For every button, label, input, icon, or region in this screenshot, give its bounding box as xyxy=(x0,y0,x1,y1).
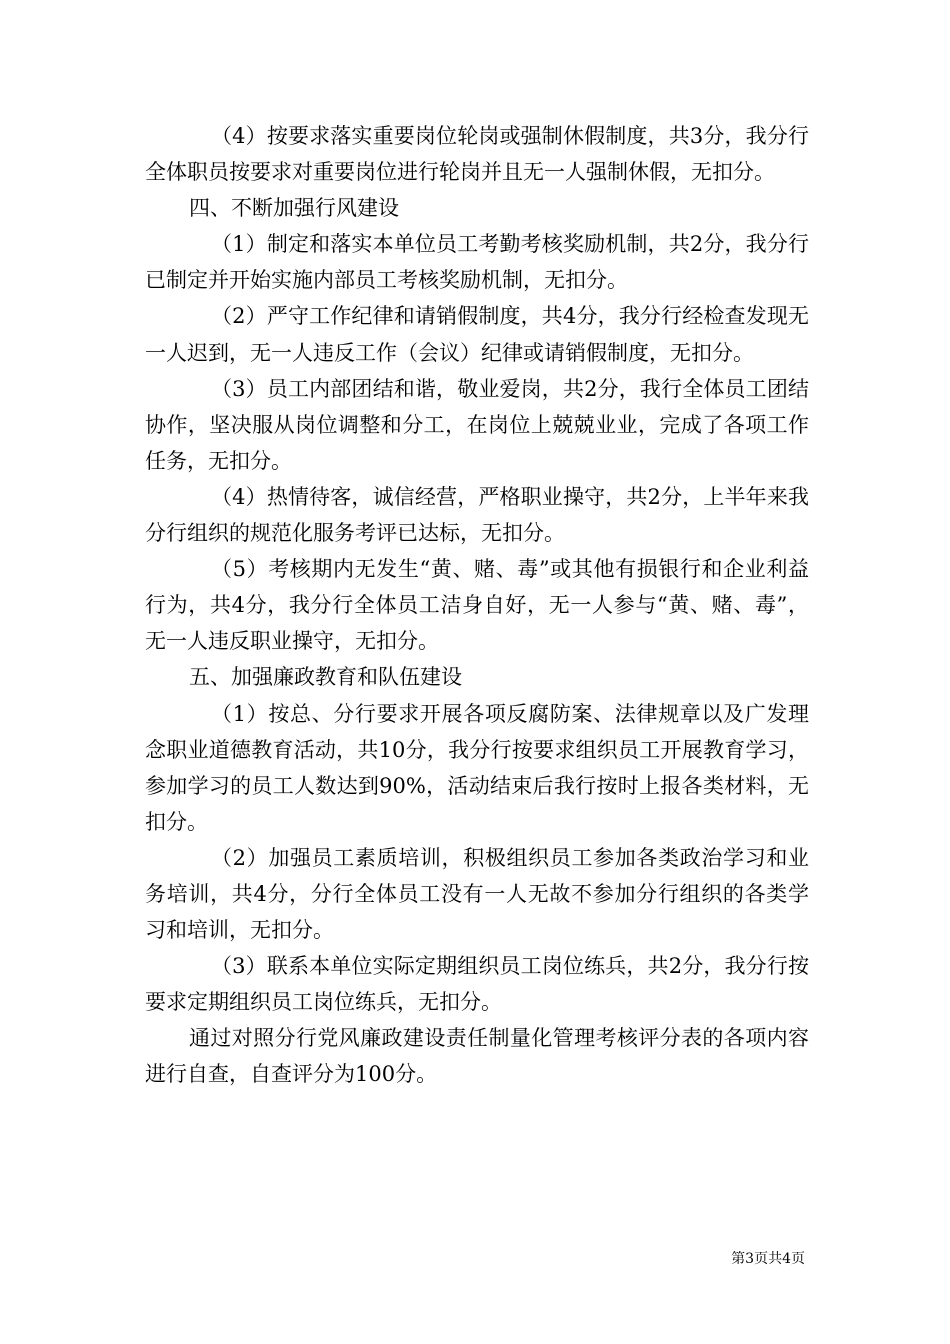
item-paragraph: （3）员工内部团结和谐，敬业爱岗，共2分，我行全体员工团结协作，坚决服从岗位调整和分工，在岗位上兢兢业业，完成了各项工作任务，无扣分。 xyxy=(145,376,809,473)
section-heading: 五、加强廉政教育和队伍建设 xyxy=(189,665,462,690)
item-paragraph: （4）热情待客，诚信经营，严格职业操守，共2分，上半年来我分行组织的规范化服务考评已达标，无扣分。 xyxy=(145,484,809,546)
item-paragraph: （4）按要求落实重要岗位轮岗或强制休假制度，共3分，我分行全体职员按要求对重要岗位进行轮岗并且无一人强制休假，无扣分。 xyxy=(145,124,809,185)
section-heading: 四、不断加强行风建设 xyxy=(189,196,399,221)
item-paragraph: （5）考核期内无发生“黄、赌、毒”或其他有损银行和企业利益行为，共4分，我分行全体员工洁身自好，无一人参与“黄、赌、毒”，无一人违反职业操守，无扣分。 xyxy=(145,557,809,654)
item-paragraph: （2）严守工作纪律和请销假制度，共4分，我分行经检查发现无一人迟到，无一人违反工作（会议）纪律或请销假制度，无扣分。 xyxy=(145,304,809,365)
page-number-footer: 第3页共4页 xyxy=(731,1251,805,1267)
item-paragraph: （1）制定和落实本单位员工考勤考核奖励机制，共2分，我分行已制定并开始实施内部员工考核奖励机制，无扣分。 xyxy=(145,232,809,293)
summary-paragraph: 通过对照分行党风廉政建设责任制量化管理考核评分表的各项内容进行自查，自查评分为100分。 xyxy=(145,1026,809,1087)
item-paragraph: （2）加强员工素质培训，积极组织员工参加各类政治学习和业务培训，共4分，分行全体员工没有一人无故不参加分行组织的各类学习和培训，无扣分。 xyxy=(145,845,809,943)
item-paragraph: （3）联系本单位实际定期组织员工岗位练兵，共2分，我分行按要求定期组织员工岗位练兵，无扣分。 xyxy=(145,954,809,1015)
item-paragraph: （1）按总、分行要求开展各项反腐防案、法律规章以及广发理念职业道德教育活动，共10分，我分行按要求组织员工开展教育学习，参加学习的员工人数达到90%，活动结束后我行按时上报各类材料，无扣分。 xyxy=(145,701,809,834)
document-body xyxy=(145,118,809,1093)
